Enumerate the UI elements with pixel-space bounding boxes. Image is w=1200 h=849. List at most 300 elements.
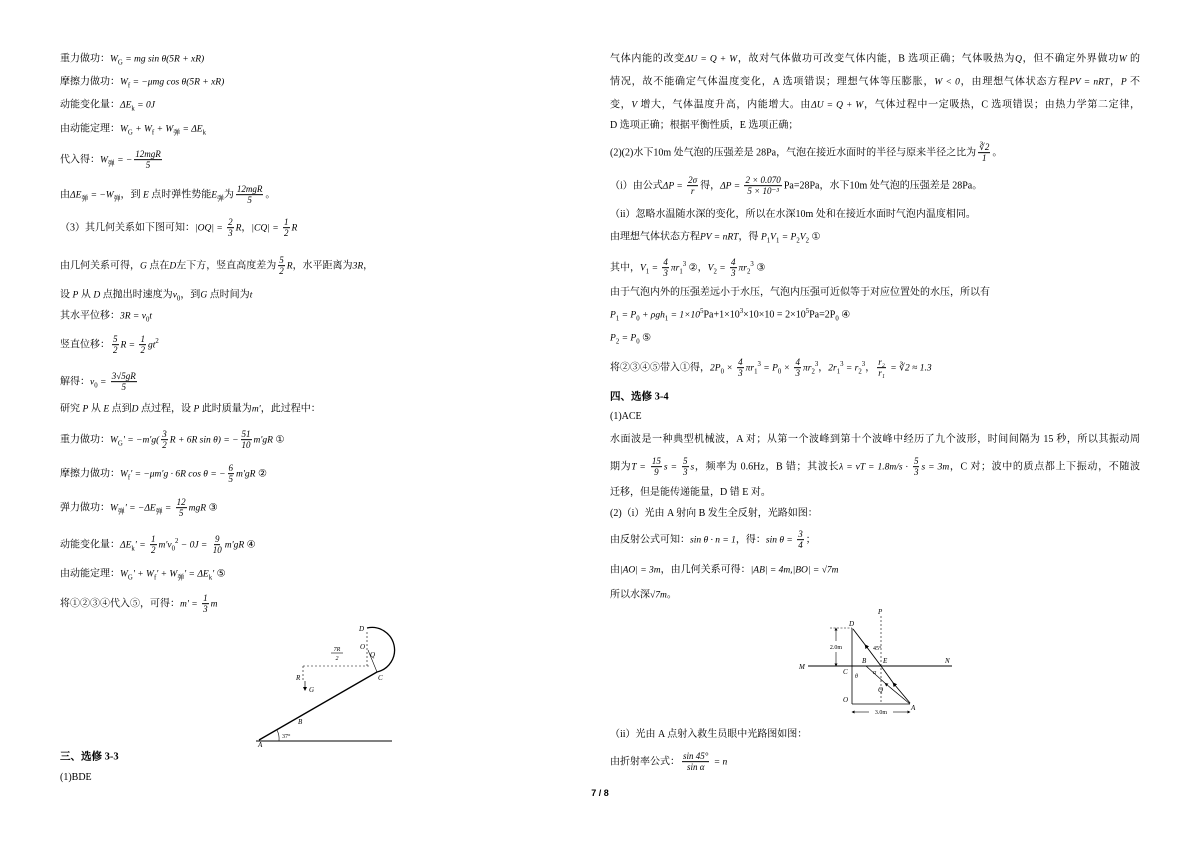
math-expression: W — [120, 469, 128, 480]
label-o: O — [360, 643, 366, 651]
fraction-numerator: 12mgR — [236, 184, 263, 195]
text-run: 弹力做功： — [60, 502, 110, 514]
fraction-numerator: 5 — [683, 456, 688, 467]
math-expression: PV = nRT — [700, 232, 739, 243]
text-run: 由于气泡内外的压强差远小于水压，气泡内压强可近似等于对应位置处的水压，所以有 — [610, 286, 990, 298]
text-line — [610, 751, 727, 773]
text-run: 从 — [88, 403, 104, 415]
fraction-denominator: 5 — [247, 195, 252, 206]
math-expression: R + 6R sin θ) = − — [169, 435, 239, 446]
math-expression: P — [193, 404, 200, 415]
fraction — [737, 357, 744, 379]
label-a: A — [911, 704, 916, 712]
text-run: 由 — [60, 189, 70, 201]
math-expression: |AO| = 3m — [620, 565, 661, 576]
math-expression: − 0J = — [178, 540, 210, 551]
subscript: 2 — [713, 268, 717, 276]
text-run: 得， — [700, 180, 721, 192]
fraction — [202, 593, 209, 615]
subscript: 1 — [645, 268, 650, 276]
math-expression: 2r — [828, 363, 837, 374]
fraction-numerator: 15 — [651, 456, 661, 467]
text-line — [60, 217, 297, 239]
superscript: 2 — [155, 337, 159, 345]
fraction — [913, 456, 920, 478]
subscript: 1 — [664, 315, 669, 323]
subscript: f — [151, 129, 155, 137]
light-path-figure — [795, 605, 960, 720]
math-expression: ΔP = — [662, 181, 686, 192]
subscript: 2 — [747, 268, 751, 276]
math-expression: V — [770, 232, 776, 243]
subscript: k — [131, 545, 135, 553]
subscript: 0 — [636, 315, 640, 323]
ray-e-d-rest — [853, 629, 866, 646]
text-run: ，到 — [180, 289, 201, 301]
text-line — [610, 333, 651, 346]
label-o: O — [843, 696, 849, 704]
fraction — [111, 371, 137, 393]
text-run: ③ — [206, 502, 218, 514]
text-run: 重力做功： — [60, 434, 110, 446]
math-expression: = −μmg cos θ(5R + xR) — [130, 77, 225, 88]
fraction — [877, 357, 886, 379]
fraction — [278, 255, 285, 277]
subscript: k — [131, 105, 135, 113]
label-b: B — [298, 718, 303, 726]
math-expression: sin θ · n = 1 — [690, 535, 736, 546]
subscript: 弹 — [173, 129, 181, 137]
math-expression: P — [760, 232, 767, 243]
text-run: 。 — [265, 189, 276, 201]
subscript: G — [127, 129, 133, 137]
fraction-denominator: 3 — [683, 467, 688, 478]
subscript: 弹 — [117, 508, 125, 516]
text-run: 左下方，竖直高度差为 — [176, 260, 277, 272]
subscript: 2 — [805, 237, 809, 245]
math-expression: Q — [1015, 54, 1022, 65]
math-expression: P — [72, 290, 79, 301]
text-run: 点时间为 — [207, 289, 250, 301]
math-expression: V — [799, 232, 806, 243]
math-expression: PV = nRT — [1069, 77, 1110, 88]
fraction — [662, 257, 669, 279]
superscript: 3 — [757, 360, 761, 368]
text-line — [60, 311, 152, 324]
math-expression: 2P — [710, 363, 721, 374]
text-run: ， — [363, 260, 374, 272]
text-run: 由动能定理： — [60, 123, 120, 135]
text-run: 由折射率公式： — [610, 756, 680, 768]
math-expression: λ = vT = 1.8m/s · — [839, 462, 911, 473]
superscript: 5 — [700, 308, 704, 316]
text-line — [60, 404, 321, 417]
fraction — [730, 257, 737, 279]
text-run: ②， — [686, 262, 708, 274]
fraction-numerator: 6 — [228, 463, 234, 474]
text-run: 期为 — [610, 461, 632, 473]
math-expression: ΔU = Q + W — [811, 100, 864, 111]
superscript: 3 — [814, 360, 819, 368]
math-expression: = n — [711, 757, 728, 768]
fraction-numerator: 12 — [176, 497, 186, 508]
text-run: 设 — [60, 289, 73, 301]
subscript: G — [117, 59, 123, 67]
text-run: ④ — [244, 539, 256, 551]
math-expression: √7m — [650, 590, 667, 601]
fraction-numerator: r₂ — [878, 357, 885, 368]
math-expression: sin θ = — [765, 535, 796, 546]
text-run: ，由理想气体状态方程 — [959, 76, 1070, 88]
text-run: 的 — [1126, 53, 1141, 65]
subscript: 0 — [145, 316, 150, 324]
g-arrow-head — [303, 687, 307, 691]
math-expression: ' = ΔE — [184, 569, 209, 580]
math-expression: = r — [843, 363, 859, 374]
text-run: Pa+1×10 — [703, 309, 740, 321]
label-e: E — [883, 657, 888, 665]
math-expression: m' — [251, 404, 261, 415]
math-expression: 3R — [352, 261, 364, 272]
text-line — [610, 142, 1002, 164]
text-run: ， — [241, 222, 252, 234]
math-expression: m' = — [180, 599, 201, 610]
text-run: 由反射公式可知： — [610, 534, 690, 546]
text-run: ⑤ — [639, 332, 652, 344]
text-run: ，频率为 0.6Hz，B 错；其波长 — [694, 461, 840, 473]
text-run: ③ — [753, 262, 766, 274]
math-expression: mgR — [188, 503, 207, 514]
superscript: 3 — [861, 360, 866, 368]
subscript: 1 — [615, 315, 620, 323]
text-run: 所以水深 — [610, 589, 650, 601]
math-expression: T = — [631, 462, 649, 473]
fraction — [682, 751, 709, 773]
text-line — [610, 77, 1140, 90]
subscript: 0 — [777, 368, 782, 376]
label-p: P — [878, 608, 883, 616]
text-line — [60, 184, 275, 206]
subscript: 弹 — [217, 195, 224, 203]
fraction-denominator: 3 — [663, 268, 668, 279]
math-expression: gt — [147, 340, 156, 351]
page-number: 7 / 8 — [591, 788, 609, 798]
subscript: f — [127, 474, 131, 482]
fraction-numerator: 5 — [279, 255, 284, 266]
text-run: ，气体过程中一定吸热，C 选项错误；由热力学第二定律， — [863, 99, 1141, 111]
math-expression: m — [210, 599, 218, 610]
math-expression: R — [286, 261, 293, 272]
label-a: A — [258, 741, 263, 749]
math-expression: = P — [619, 310, 637, 321]
fraction-denominator: sin α — [686, 762, 705, 773]
text-run: Pa=2P — [809, 309, 836, 321]
math-expression: P — [1120, 77, 1127, 88]
text-run: 迁移，但是能传递能量，D 错 E 对。 — [610, 486, 771, 498]
math-expression: W — [110, 54, 118, 65]
text-run: ， — [818, 362, 829, 374]
text-run: ② — [255, 468, 267, 480]
math-expression: |CQ| = — [251, 223, 282, 234]
fraction-denominator: r — [690, 186, 695, 197]
text-run: ，但不确定外界做功 — [1021, 53, 1119, 65]
math-expression: + W — [132, 124, 152, 135]
text-run: （i）由公式 — [610, 180, 663, 192]
fraction-denominator: r₁ — [878, 368, 885, 379]
text-run: 将①②③④代入⑤，可得： — [60, 598, 180, 610]
fraction-numerator: 4 — [795, 357, 800, 368]
answer-3-3-part1: (1)BDE — [60, 771, 92, 783]
math-expression: πr — [738, 263, 747, 274]
incline-line — [259, 672, 377, 740]
math-expression: = mg sin θ(5R + xR) — [122, 54, 205, 65]
label-g: G — [309, 686, 315, 694]
text-run: 由 — [610, 564, 620, 576]
text-line — [610, 175, 982, 197]
subscript: G — [117, 440, 123, 448]
subscript: 2 — [858, 368, 862, 376]
text-run: 点到 — [109, 403, 132, 415]
text-line — [610, 456, 1140, 478]
text-line — [60, 149, 164, 171]
angle-arc — [277, 730, 279, 741]
text-run: ④ — [838, 309, 851, 321]
text-run: ，C 对；波中的质点都上下振动，不随波 — [949, 461, 1141, 473]
math-expression: = — [162, 503, 174, 514]
math-expression: R — [291, 223, 298, 234]
text-line — [610, 287, 990, 300]
subscript: k — [208, 574, 213, 582]
fraction-numerator: 2 × 0.070 — [745, 175, 781, 186]
text-line — [610, 357, 932, 379]
text-run: ， — [865, 362, 876, 374]
math-expression: G — [140, 261, 147, 272]
text-run: ⑤ — [214, 568, 226, 580]
text-line — [610, 257, 765, 279]
fraction — [241, 429, 252, 451]
math-expression: m'v — [158, 540, 172, 551]
math-expression: P — [610, 310, 616, 321]
subscript: k — [202, 129, 207, 137]
fraction-denominator: 5 × 10⁻³ — [747, 186, 779, 197]
label-height: 2.0m — [829, 645, 843, 651]
subscript: 1 — [836, 368, 841, 376]
math-expression: ' + W — [132, 569, 154, 580]
fraction-denominator: 4 — [798, 540, 803, 551]
subscript: 弹 — [155, 508, 163, 516]
subscript: G — [127, 574, 133, 582]
text-run: 代入得： — [60, 154, 100, 166]
text-run: 摩擦力做功： — [60, 468, 120, 480]
text-line — [610, 729, 807, 742]
subscript: 0 — [835, 315, 839, 323]
text-line — [610, 120, 798, 133]
math-expression: ' = −ΔE — [124, 503, 156, 514]
ray-a-e — [894, 684, 910, 703]
text-run: ① — [272, 434, 285, 446]
math-expression: t — [149, 311, 152, 322]
math-expression: W — [100, 155, 108, 166]
fraction-numerator: sin 45° — [683, 751, 709, 762]
subscript: 弹 — [81, 195, 89, 203]
fraction — [139, 334, 146, 356]
math-expression: ' + W — [156, 569, 178, 580]
fraction-numerator: 2 — [228, 217, 233, 228]
answer-3-4-part1: (1)ACE — [610, 410, 642, 422]
fraction — [112, 334, 119, 356]
math-expression: × — [723, 363, 736, 374]
text-line — [60, 371, 139, 393]
math-expression: W — [110, 435, 118, 446]
ray-a-b — [886, 684, 910, 704]
text-run: ，到 — [120, 189, 143, 201]
fraction-numerator: 12mgR — [135, 149, 161, 160]
math-expression: W — [1118, 54, 1127, 65]
fraction-denominator: 3 — [203, 604, 208, 615]
text-run: 增大，气体温度升高，内能增大。由 — [637, 99, 812, 111]
fraction — [687, 175, 698, 197]
text-line — [610, 529, 816, 551]
text-run: 由动能定理： — [60, 568, 120, 580]
fraction-denominator: 3 — [731, 268, 736, 279]
subscript: 2 — [615, 338, 620, 346]
fraction-numerator: 2σ — [688, 175, 698, 186]
math-expression: P — [610, 333, 616, 344]
fraction-denominator: 3 — [795, 368, 800, 379]
fraction-denominator: 3 — [913, 467, 919, 478]
text-line — [60, 463, 267, 485]
math-expression: v — [172, 290, 177, 301]
math-expression: = — [649, 263, 661, 274]
label-alpha: α — [873, 670, 877, 676]
math-expression: = −W — [88, 190, 114, 201]
label-n: N — [945, 657, 950, 665]
text-run: 动能变化量： — [60, 99, 120, 111]
text-run: 解得： — [60, 376, 90, 388]
subscript: 1 — [754, 368, 758, 376]
math-expression: ΔE — [120, 540, 132, 551]
fraction-numerator: 4 — [731, 257, 736, 268]
text-line — [60, 290, 252, 303]
math-expression: ΔE — [70, 190, 82, 201]
math-expression: P — [82, 404, 89, 415]
fraction-numerator: ∛2 — [979, 142, 990, 153]
math-expression: m'gR — [236, 469, 256, 480]
subscript: f — [153, 574, 157, 582]
text-run: D 选项正确；根据平衡性质，E 选项正确； — [610, 119, 799, 131]
math-expression: = — [97, 377, 109, 388]
subscript: 1 — [679, 268, 683, 276]
text-line — [610, 434, 1140, 447]
fraction-numerator: 4 — [738, 357, 743, 368]
subscript: 弹 — [177, 574, 185, 582]
fraction-numerator: 4 — [663, 257, 668, 268]
math-expression: V — [640, 263, 646, 274]
text-run: 为 — [223, 189, 234, 201]
fraction-numerator: 9 — [214, 534, 220, 545]
math-expression: D — [169, 261, 177, 272]
text-run: 情况，故不能确定气体温度变化，A 选项错误；理想气体等压膨胀， — [610, 76, 935, 88]
label-r: R — [296, 674, 301, 682]
math-expression: = P — [760, 363, 778, 374]
fraction — [978, 142, 990, 164]
math-expression: W — [120, 77, 128, 88]
fraction — [794, 357, 801, 379]
text-run: 此时质量为 — [199, 403, 252, 415]
math-expression: E — [211, 190, 218, 201]
math-expression: m'gR — [253, 435, 273, 446]
label-c: C — [378, 674, 383, 682]
subscript: 2 — [811, 368, 815, 376]
subscript: 弹 — [113, 195, 121, 203]
superscript: 3 — [682, 260, 687, 268]
math-expression: D — [93, 290, 101, 301]
text-run: ，水平距离为 — [292, 260, 353, 272]
label-distance-numerator: 7R — [333, 647, 341, 653]
text-run: 研究 — [60, 403, 83, 415]
text-run: 由理想气体状态方程 — [610, 231, 700, 243]
text-run: （3）其几何关系如下图可知： — [60, 222, 195, 234]
fraction-denominator: 5 — [145, 160, 151, 171]
text-run: 点时弹性势能 — [148, 189, 212, 201]
superscript: 5 — [805, 308, 810, 316]
math-expression: t — [249, 290, 253, 301]
fraction — [236, 184, 264, 206]
text-run: 摩擦力做功： — [60, 76, 120, 88]
math-expression: ΔP = — [720, 181, 743, 192]
text-run: 气体内能的改变 — [610, 53, 685, 65]
math-expression: = P — [779, 232, 797, 243]
text-run: ，得 — [738, 231, 761, 243]
fraction — [682, 456, 689, 478]
math-expression: = P — [619, 333, 637, 344]
text-run: 竖直位移： — [60, 339, 110, 351]
label-q: Q — [370, 651, 376, 659]
subscript: 0 — [94, 382, 98, 390]
math-expression: v — [90, 377, 95, 388]
math-expression: + W — [154, 124, 174, 135]
circular-arc — [367, 627, 395, 672]
text-line — [610, 232, 820, 245]
text-run: ① — [808, 231, 821, 243]
math-expression: |AB| = 4m,|BO| = √7m — [750, 565, 839, 576]
text-line — [60, 77, 224, 90]
text-run: 从 — [78, 289, 94, 301]
subscript: 1 — [775, 237, 780, 245]
fraction-denominator: 3 — [738, 368, 743, 379]
fraction-numerator: 1 — [284, 217, 289, 228]
text-run: 其中， — [610, 262, 640, 274]
fraction-denominator: 10 — [241, 440, 251, 451]
text-run: (2)（i）光由 A 射向 B 发生全反射，光路如图： — [610, 507, 818, 519]
text-line — [60, 100, 155, 113]
label-d: D — [849, 620, 855, 628]
text-run: 点在 — [146, 260, 170, 272]
math-expression: R — [235, 223, 242, 234]
math-expression: m'gR — [224, 540, 245, 551]
text-line — [60, 124, 206, 137]
fraction-denominator: 5 — [121, 382, 127, 393]
fraction — [227, 217, 234, 239]
text-line — [60, 334, 159, 356]
superscript: 3 — [840, 360, 844, 368]
fraction-numerator: 5 — [113, 334, 118, 345]
text-run: 点抛出时速度为 — [100, 289, 173, 301]
math-expression: R = — [120, 340, 138, 351]
fraction — [651, 456, 662, 478]
math-expression: D — [131, 404, 139, 415]
label-c: C — [843, 668, 848, 676]
